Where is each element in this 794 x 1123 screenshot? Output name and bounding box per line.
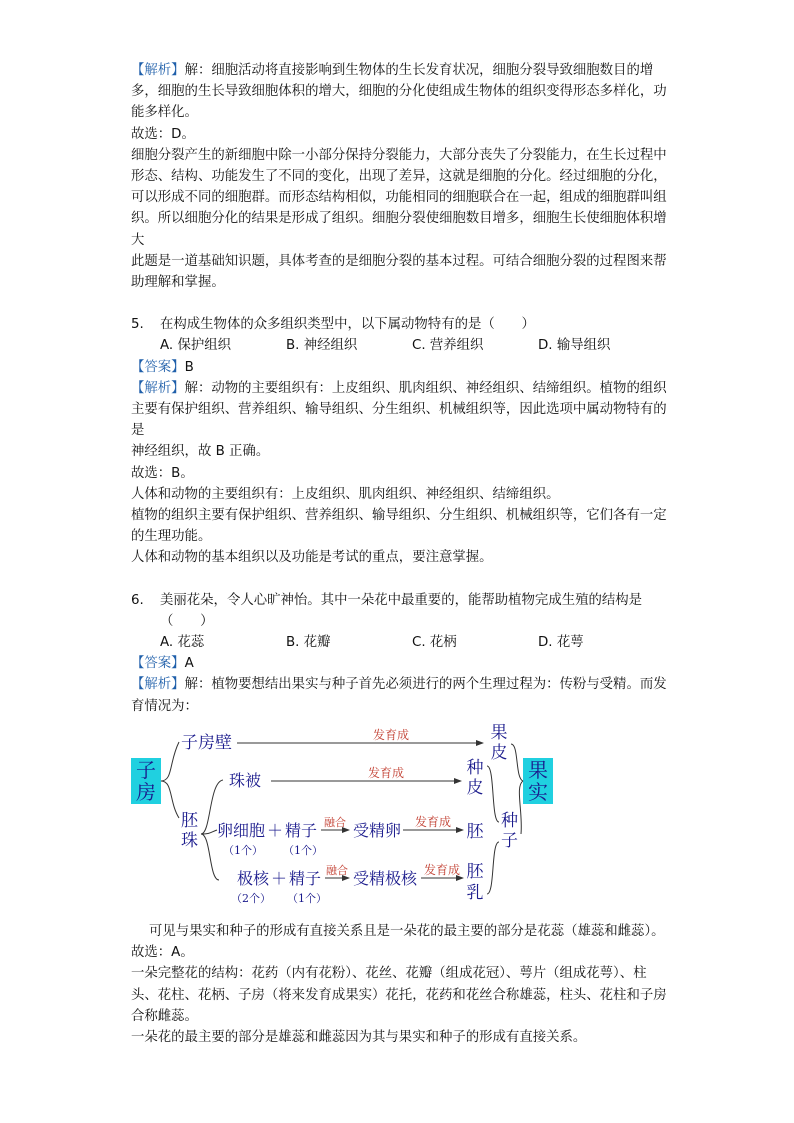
develops-label-3: 发育成 — [414, 814, 452, 829]
ovule-label-1: 胚 — [181, 810, 198, 831]
q6-option-d: D. 花萼 — [538, 635, 584, 651]
develops-label-1: 发育成 — [372, 727, 410, 742]
q6-note-2: 一朵花的最主要的部分是雄蕊和雌蕊因为其与果实和种子的形成有直接关系。 — [131, 1029, 587, 1045]
q6-choice: 故选：A。 — [131, 945, 194, 961]
endosperm-label-1: 胚 — [466, 861, 484, 882]
q5-note-1: 人体和动物的主要组织有：上皮组织、肌肉组织、神经组织、结缔组织。 — [131, 486, 560, 502]
q5-note-3: 人体和动物的基本组织以及功能是考试的重点，要注意掌握。 — [131, 550, 493, 566]
plus-1: ＋ — [267, 820, 284, 840]
polar-count: （2个） — [231, 891, 271, 905]
q4-analysis — [131, 60, 671, 124]
sperm-label-1: 精子 — [285, 820, 318, 840]
q5-stem-line — [131, 314, 671, 335]
q6-option-b: B. 花瓣 — [286, 635, 331, 651]
q4-note-1: 细胞分裂产生的新细胞中除一小部分保持分裂能力，大部分丧失了分裂能力，在生长过程中形态、结构、功能发生了不同的变化，出现了差异，这就是细胞的分化。经过细胞的分化，可以形成不同的细胞群。而形态结构相似，功能相同的细胞联合在一起，组成的细胞群叫组织。所以细胞分化的结果是形成了组织。细胞分裂使细胞数目增多，细胞生长使细胞体积增大 — [131, 147, 667, 248]
ovary-label-1: 子 — [136, 757, 156, 782]
q6-analysis-text: 解：植物要想结出果实与种子首先必须进行的两个生理过程为：传粉与受精。而发育情况为： — [131, 677, 667, 714]
ovary-label-2: 房 — [136, 779, 156, 804]
fertilized-polar-label: 受精极核 — [353, 868, 418, 888]
egg-count: （1个） — [223, 843, 263, 857]
fused-label-2: 融合 — [326, 863, 348, 877]
document-page — [131, 60, 671, 1048]
q5-answer — [131, 357, 671, 378]
answer-tag: 【答案】 — [131, 656, 185, 672]
plus-2: ＋ — [271, 868, 288, 888]
ovary-wall-label: 子房壁 — [181, 732, 232, 753]
q5-number: 5. — [131, 317, 144, 333]
seed-coat-label-2: 皮 — [466, 777, 484, 798]
seed-label-2: 子 — [501, 830, 518, 851]
q6-number: 6. — [131, 592, 144, 608]
q6-options — [131, 632, 671, 653]
egg-cell-label: 卵细胞 — [217, 820, 266, 840]
q5-answer-value: B — [184, 359, 194, 375]
q6-stem-line — [131, 590, 671, 632]
q4-analysis-text: 解：细胞活动将直接影响到生物体的生长发育状况，细胞分裂导致细胞数目的增多，细胞的生长导致细胞体积的增大，细胞的分化使组成生物体的组织变得形态多样化，功能多样化。 — [131, 63, 667, 121]
integument-label: 珠被 — [229, 770, 262, 790]
answer-tag: 【答案】 — [131, 359, 185, 375]
fused-label-1: 融合 — [324, 815, 346, 829]
q6-note-1: 一朵完整花的结构：花药（内有花粉）、花丝、花瓣（组成花冠）、萼片（组成花萼）、柱头、花柱、花柄、子房（将来发育成果实）花托，花药和花丝合称雄蕊，柱头、花柱和子房合称雌蕊。 — [131, 966, 667, 1024]
embryo-label: 胚 — [466, 821, 484, 842]
endosperm-label-2: 乳 — [466, 882, 484, 903]
q5-options — [131, 335, 671, 356]
analysis-tag: 【解析】 — [131, 677, 185, 693]
analysis-tag: 【解析】 — [131, 380, 185, 396]
q5-analysis-2: 神经组织，故 B 正确。 — [131, 444, 270, 460]
develops-label-2: 发育成 — [367, 765, 405, 780]
q4-choice: 故选：D。 — [131, 126, 195, 142]
seed-label-1: 种 — [501, 810, 518, 831]
q6-stem: 美丽花朵，令人心旷神怡。其中一朵花中最重要的，能帮助植物完成生殖的结构是（ ） — [160, 592, 643, 629]
polar-nuclei-label: 极核 — [237, 868, 270, 888]
q5-analysis — [131, 378, 671, 442]
q6-analysis — [131, 674, 671, 716]
seed-coat-label-1: 种 — [466, 757, 484, 778]
q6-option-c: C. 花柄 — [412, 635, 457, 651]
sperm-count-2: （1个） — [287, 891, 327, 905]
q4-note-2: 此题是一道基础知识题，具体考查的是细胞分裂的基本过程。可结合细胞分裂的过程图来帮助理解和掌握。 — [131, 253, 667, 291]
q5-note-2: 植物的组织主要有保护组织、营养组织、输导组织、分生组织、机械组织等，它们各有一定的生理功能。 — [131, 508, 667, 545]
ovule-label-2: 珠 — [181, 830, 198, 851]
peel-label-1: 果 — [490, 722, 508, 743]
sperm-count-1: （1个） — [283, 843, 323, 857]
analysis-tag: 【解析】 — [131, 63, 185, 78]
flower-development-diagram — [131, 722, 671, 917]
sperm-label-2: 精子 — [289, 868, 322, 888]
q5-option-a: A. 保护组织 — [160, 338, 231, 354]
q5-option-b: B. 神经组织 — [286, 338, 358, 354]
fruit-label-2: 实 — [528, 779, 548, 804]
develops-label-4: 发育成 — [423, 862, 461, 877]
q6-answer-value: A — [184, 656, 194, 672]
q5-choice: 故选：B。 — [131, 465, 194, 481]
q5-option-d: D. 输导组织 — [538, 338, 611, 354]
q6-conclusion: 可见与果实和种子的形成有直接关系且是一朵花的最主要的部分是花蕊（雄蕊和雌蕊）。 — [149, 923, 665, 939]
q5-stem: 在构成生物体的众多组织类型中，以下属动物特有的是（ ） — [160, 317, 535, 333]
fruit-label-1: 果 — [528, 757, 548, 782]
fertilized-egg-label: 受精卵 — [353, 820, 402, 840]
q5-option-c: C. 营养组织 — [412, 338, 484, 354]
q6-answer — [131, 653, 671, 674]
q5-analysis-text: 解：动物的主要组织有：上皮组织、肌肉组织、神经组织、结缔组织。植物的组织主要有保护组织、营养组织、输导组织、分生组织、机械组织等，因此选项中属动物特有的是 — [131, 380, 667, 439]
q6-option-a: A. 花蕊 — [160, 635, 205, 651]
development-diagram-svg — [131, 722, 671, 917]
peel-label-2: 皮 — [490, 742, 508, 763]
